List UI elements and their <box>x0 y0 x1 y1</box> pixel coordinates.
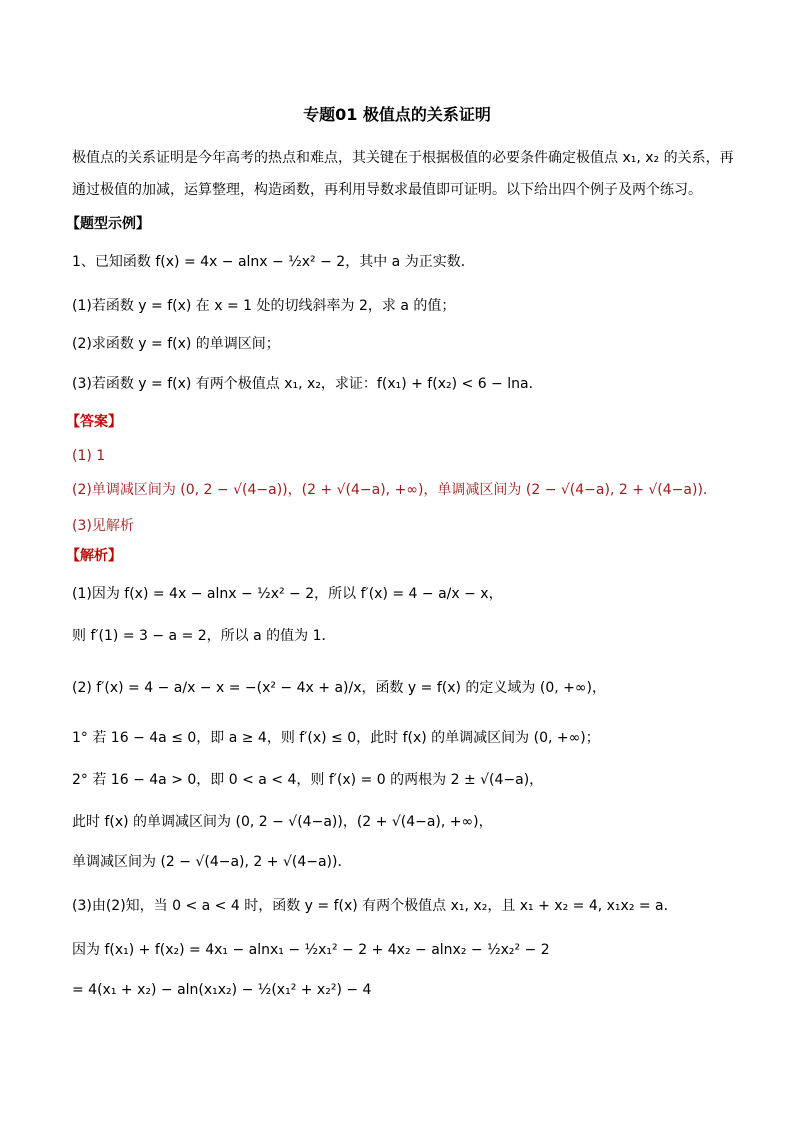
answer-3: (3)见解析 <box>72 518 134 534</box>
intro-line-2: 通过极值的加减，运算整理，构造函数，再利用导数求最值即可证明。以下给出四个例子及两个练习。 <box>72 182 702 198</box>
analysis-step-3b: 因为 f(x₁) + f(x₂) = 4x₁ − alnx₁ − ½x₁² − 2 + 4x₂ − alnx₂ − ½x₂² − 2 <box>72 942 550 958</box>
section-example-heading: 【题型示例】 <box>66 216 150 232</box>
analysis-step-3: (3)由(2)知，当 0 < a < 4 时，函数 y = f(x) 有两个极值点 x₁, x₂，且 x₁ + x₂ = 4, x₁x₂ = a． <box>72 898 678 914</box>
analysis-case-2c: 单调减区间为 (2 − √(4−a), 2 + √(4−a))． <box>72 854 352 870</box>
page-title: 专题01 极值点的关系证明 <box>303 105 491 124</box>
analysis-step-3c: = 4(x₁ + x₂) − aln(x₁x₂) − ½(x₁² + x₂²) − 4 <box>72 982 372 998</box>
analysis-heading: 【解析】 <box>66 548 122 564</box>
problem-q2: (2)求函数 y = f(x) 的单调区间； <box>72 336 280 352</box>
analysis-case-1: 1° 若 16 − 4a ≤ 0，即 a ≥ 4，则 f′(x) ≤ 0，此时 f(x) 的单调减区间为 (0, +∞)； <box>72 730 600 746</box>
problem-q3: (3)若函数 y = f(x) 有两个极值点 x₁, x₂，求证：f(x₁) + f(x₂) < 6 − lna． <box>72 376 543 392</box>
intro-line-1: 极值点的关系证明是今年高考的热点和难点，其关键在于根据极值的必要条件确定极值点 x₁, x₂ 的关系，再 <box>72 150 734 166</box>
analysis-case-2b: 此时 f(x) 的单调减区间为 (0, 2 − √(4−a))，(2 + √(4−a), +∞)， <box>72 814 493 830</box>
analysis-step-1b: 则 f′(1) = 3 − a = 2，所以 a 的值为 1． <box>72 628 336 644</box>
answer-1: (1) 1 <box>72 448 106 464</box>
analysis-case-2: 2° 若 16 − 4a > 0，即 0 < a < 4，则 f′(x) = 0 的两根为 2 ± √(4−a)， <box>72 772 544 788</box>
problem-stem: 1、已知函数 f(x) = 4x − alnx − ½x² − 2，其中 a 为正实数． <box>72 254 475 270</box>
analysis-step-1: (1)因为 f(x) = 4x − alnx − ½x² − 2，所以 f′(x) = 4 − a/x − x， <box>72 586 503 602</box>
answer-heading: 【答案】 <box>66 414 122 430</box>
problem-q1: (1)若函数 y = f(x) 在 x = 1 处的切线斜率为 2，求 a 的值； <box>72 298 456 314</box>
answer-2: (2)单调减区间为 (0, 2 − √(4−a))，(2 + √(4−a), +∞)，单调减区间为 (2 − √(4−a), 2 + √(4−a))． <box>72 482 717 498</box>
analysis-step-2: (2) f′(x) = 4 − a/x − x = −(x² − 4x + a)/x，函数 y = f(x) 的定义域为 (0, +∞)， <box>72 680 607 696</box>
